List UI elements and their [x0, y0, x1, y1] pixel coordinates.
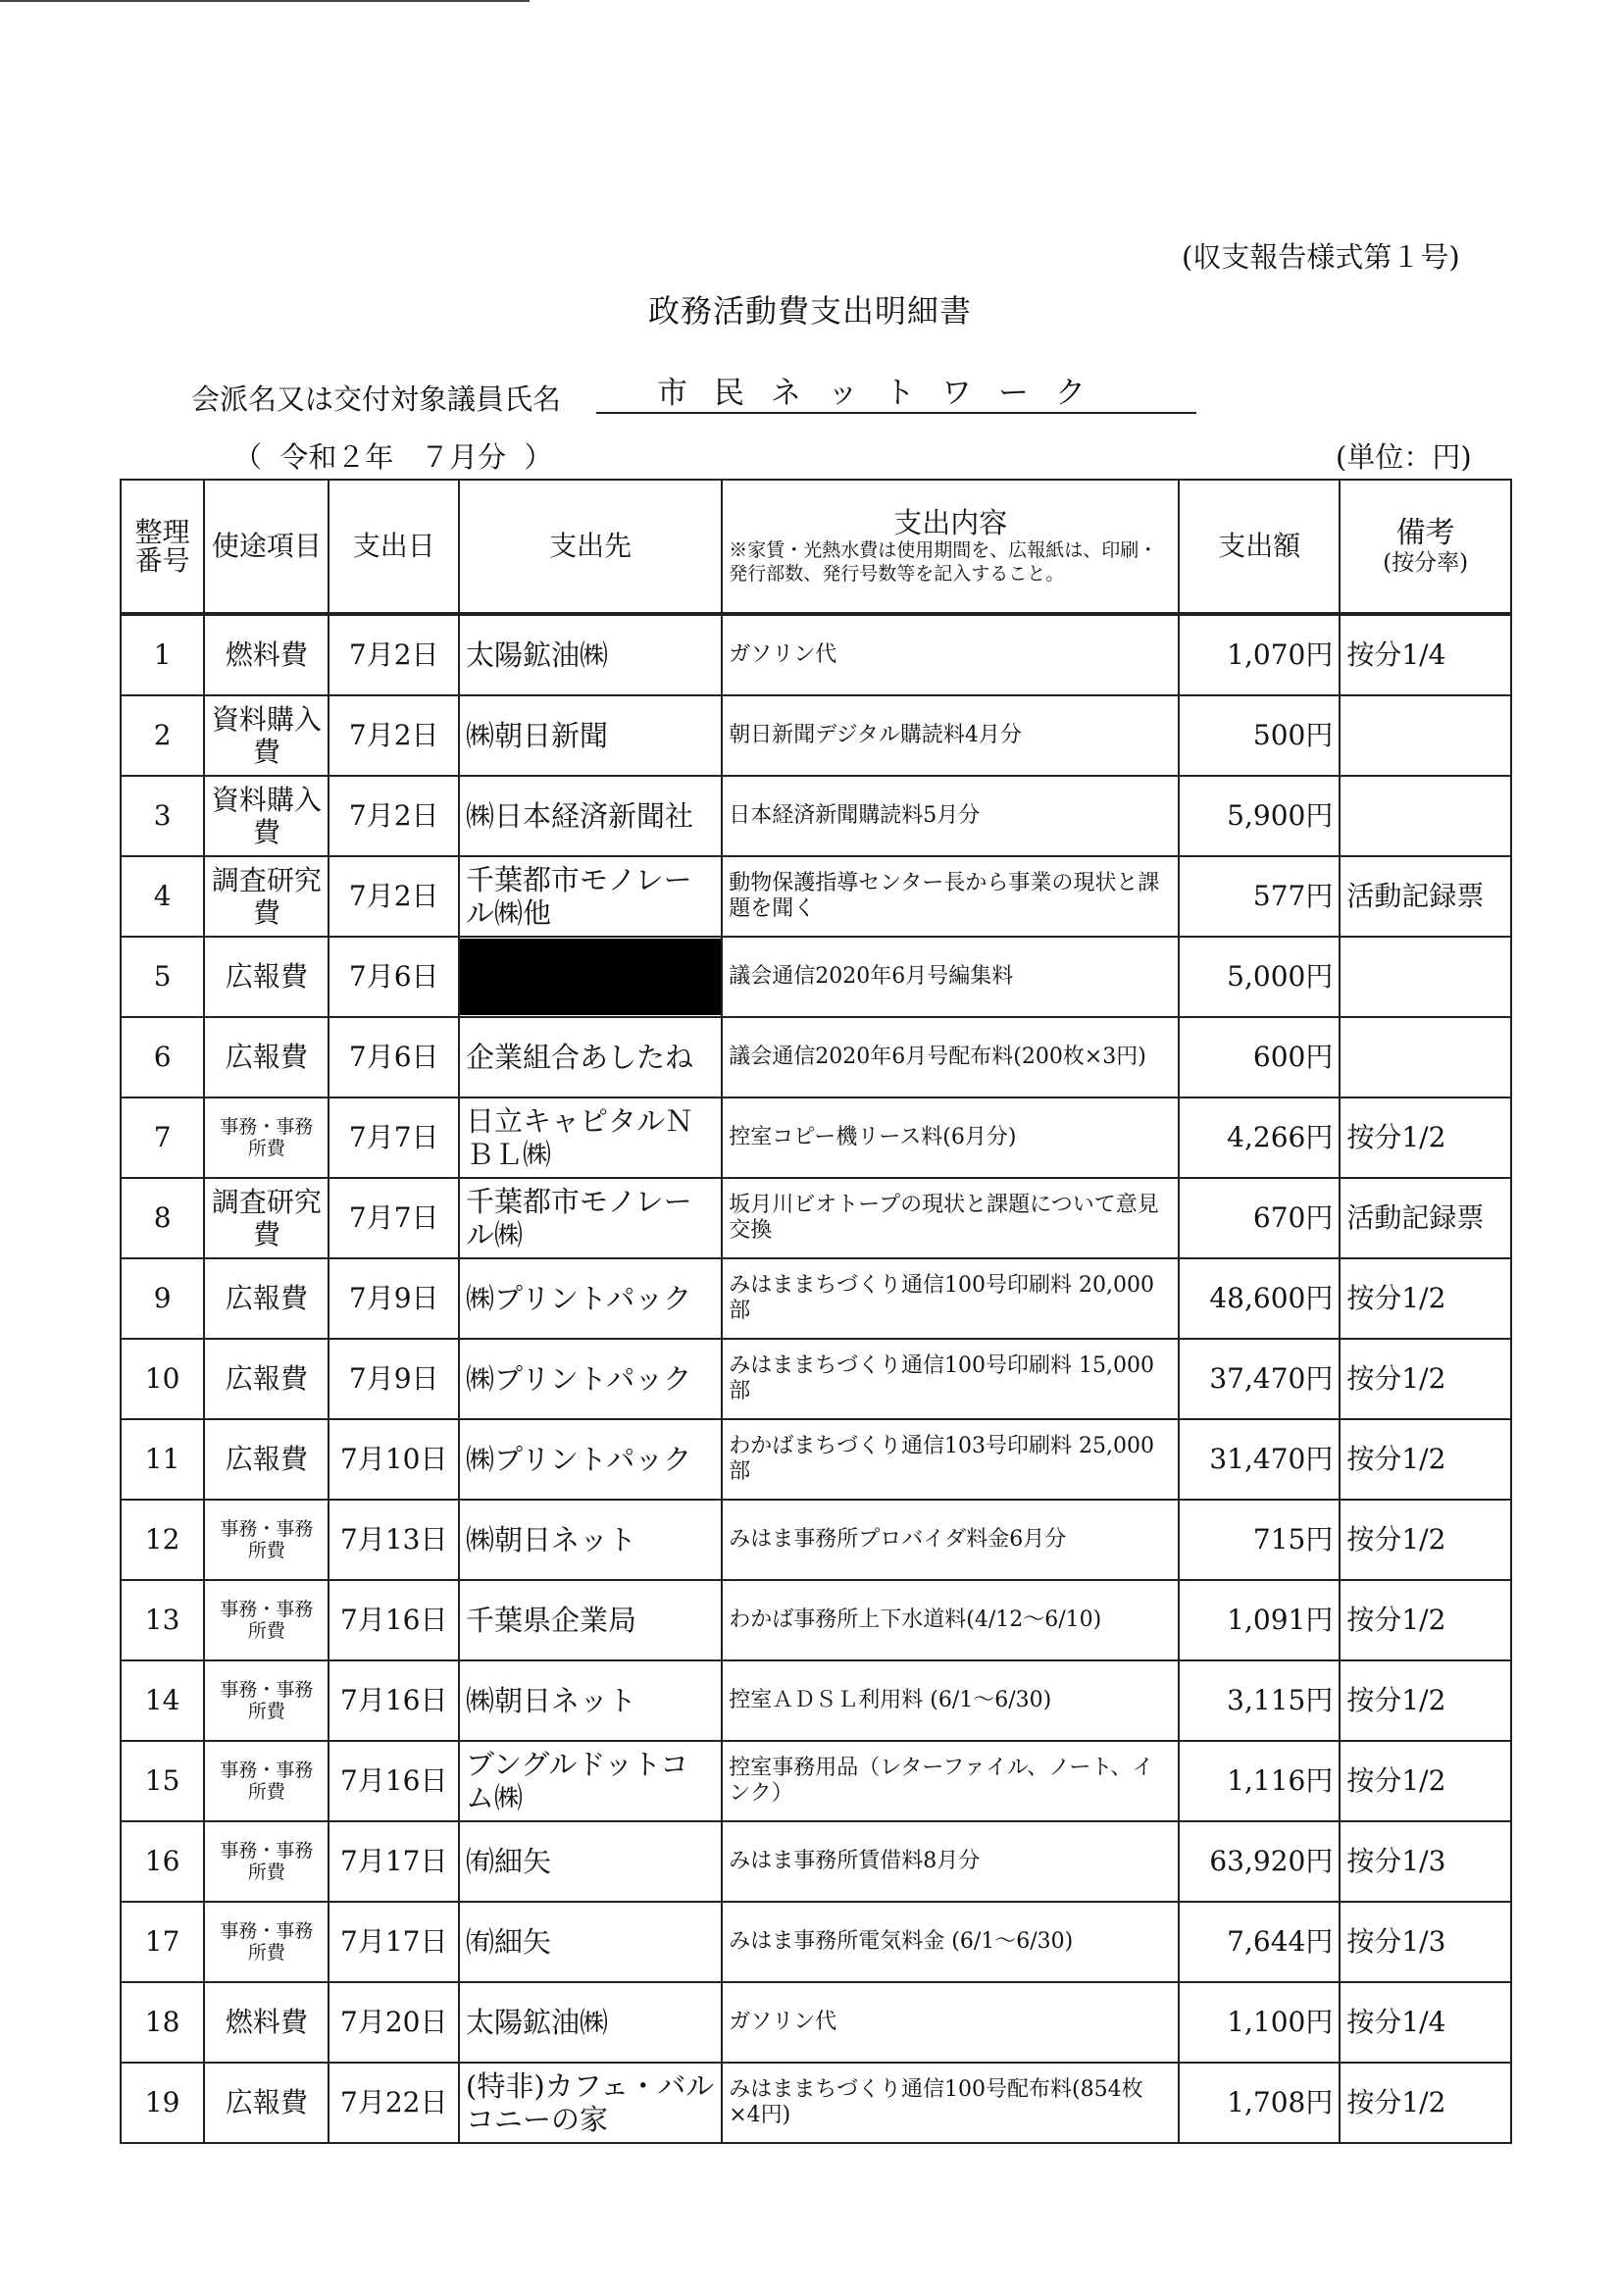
row-number: 19 — [121, 2063, 204, 2143]
row-amount: 670円 — [1179, 1178, 1340, 1258]
row-item: 事務・事務所費 — [204, 1500, 329, 1580]
row-description: 坂月川ビオトープの現状と課題について意見交換 — [722, 1178, 1179, 1258]
row-description: ガソリン代 — [722, 614, 1179, 695]
row-date: 7月2日 — [329, 614, 459, 695]
table-row — [121, 1821, 1511, 1902]
row-description: 朝日新聞デジタル購読料4月分 — [722, 695, 1179, 776]
row-number: 11 — [121, 1419, 204, 1500]
expense-table — [120, 479, 1512, 2144]
row-date: 7月7日 — [329, 1097, 459, 1178]
header-item: 使途項目 — [204, 480, 329, 614]
row-item: 燃料費 — [204, 1982, 329, 2063]
row-item: 広報費 — [204, 1258, 329, 1339]
row-number: 13 — [121, 1580, 204, 1660]
row-number: 18 — [121, 1982, 204, 2063]
row-payee: ㈲細矢 — [459, 1821, 722, 1902]
row-description: みはままちづくり通信100号印刷料 15,000部 — [722, 1339, 1179, 1419]
table-row — [121, 1097, 1511, 1178]
row-date: 7月16日 — [329, 1741, 459, 1821]
row-description: わかば事務所上下水道料(4/12～6/10) — [722, 1580, 1179, 1660]
table-row — [121, 614, 1511, 695]
row-payee: 千葉都市モノレール㈱ — [459, 1178, 722, 1258]
row-date: 7月13日 — [329, 1500, 459, 1580]
row-note: 按分1/2 — [1340, 2063, 1511, 2143]
row-description: 日本経済新聞購読料5月分 — [722, 776, 1179, 856]
header-desc-main: 支出内容 — [893, 505, 1008, 539]
row-amount: 500円 — [1179, 695, 1340, 776]
row-note — [1340, 1017, 1511, 1097]
header-note-sub: (按分率) — [1383, 550, 1469, 577]
table-row — [121, 1580, 1511, 1660]
row-date: 7月16日 — [329, 1660, 459, 1741]
row-description: 控室ＡＤＳＬ利用料 (6/1～6/30) — [722, 1660, 1179, 1741]
row-date: 7月7日 — [329, 1178, 459, 1258]
row-payee: 千葉都市モノレール㈱他 — [459, 856, 722, 937]
row-item: 調査研究費 — [204, 1178, 329, 1258]
table-row — [121, 1660, 1511, 1741]
header-note-main: 備考 — [1395, 515, 1455, 550]
top-edge-line — [0, 0, 530, 2]
row-payee — [459, 937, 722, 1017]
row-date: 7月6日 — [329, 937, 459, 1017]
row-date: 7月20日 — [329, 1982, 459, 2063]
row-note: 按分1/2 — [1340, 1339, 1511, 1419]
row-amount: 577円 — [1179, 856, 1340, 937]
table-row — [121, 1741, 1511, 1821]
row-note: 按分1/2 — [1340, 1500, 1511, 1580]
row-description: 議会通信2020年6月号配布料(200枚×3円) — [722, 1017, 1179, 1097]
row-amount: 63,920円 — [1179, 1821, 1340, 1902]
row-item: 事務・事務所費 — [204, 1580, 329, 1660]
table-row — [121, 1982, 1511, 2063]
row-note: 按分1/2 — [1340, 1660, 1511, 1741]
row-payee: ㈱プリントパック — [459, 1258, 722, 1339]
row-number: 2 — [121, 695, 204, 776]
header-no: 整理番号 — [121, 480, 204, 614]
row-date: 7月17日 — [329, 1821, 459, 1902]
row-number: 12 — [121, 1500, 204, 1580]
row-date: 7月2日 — [329, 776, 459, 856]
row-item: 広報費 — [204, 937, 329, 1017]
table-header-row — [121, 480, 1511, 614]
header-amount: 支出額 — [1179, 480, 1340, 614]
row-description: みはままちづくり通信100号印刷料 20,000部 — [722, 1258, 1179, 1339]
row-amount: 5,900円 — [1179, 776, 1340, 856]
row-payee: ㈱朝日ネット — [459, 1660, 722, 1741]
row-date: 7月22日 — [329, 2063, 459, 2143]
row-note: 按分1/3 — [1340, 1821, 1511, 1902]
row-amount: 1,070円 — [1179, 614, 1340, 695]
header-desc-note: ※家賃・光熱水費は使用期間を、広報紙は、印刷・発行部数、発行号数等を記入すること。 — [729, 538, 1158, 585]
row-payee: ㈱日本経済新聞社 — [459, 776, 722, 856]
row-amount: 48,600円 — [1179, 1258, 1340, 1339]
row-item: 事務・事務所費 — [204, 1741, 329, 1821]
row-number: 17 — [121, 1902, 204, 1982]
header-date: 支出日 — [329, 480, 459, 614]
unit-label: (単位：円) — [1336, 440, 1472, 474]
row-note: 按分1/3 — [1340, 1902, 1511, 1982]
row-amount: 600円 — [1179, 1017, 1340, 1097]
row-description: 議会通信2020年6月号編集料 — [722, 937, 1179, 1017]
row-payee: (特非)カフェ・バルコニーの家 — [459, 2063, 722, 2143]
row-payee: 太陽鉱油㈱ — [459, 614, 722, 695]
row-item: 事務・事務所費 — [204, 1097, 329, 1178]
row-number: 1 — [121, 614, 204, 695]
row-note: 活動記録票 — [1340, 1178, 1511, 1258]
table-row — [121, 1500, 1511, 1580]
row-item: 資料購入費 — [204, 776, 329, 856]
table-row — [121, 776, 1511, 856]
form-number: (収支報告様式第１号) — [1182, 240, 1460, 274]
redaction-block — [460, 939, 721, 1015]
row-note: 按分1/2 — [1340, 1419, 1511, 1500]
row-item: 事務・事務所費 — [204, 1821, 329, 1902]
row-payee: ㈱朝日ネット — [459, 1500, 722, 1580]
header-payee: 支出先 — [459, 480, 722, 614]
row-description: 控室コピー機リース料(6月分) — [722, 1097, 1179, 1178]
row-date: 7月2日 — [329, 695, 459, 776]
row-number: 16 — [121, 1821, 204, 1902]
row-note: 按分1/2 — [1340, 1097, 1511, 1178]
faction-name: 市民ネットワーク — [596, 373, 1196, 414]
table-row — [121, 1339, 1511, 1419]
table-row — [121, 1178, 1511, 1258]
row-payee: ㈱プリントパック — [459, 1419, 722, 1500]
row-item: 資料購入費 — [204, 695, 329, 776]
row-date: 7月17日 — [329, 1902, 459, 1982]
report-period: （ 令和２年 ７月分 ） — [233, 440, 553, 474]
row-number: 5 — [121, 937, 204, 1017]
row-item: 燃料費 — [204, 614, 329, 695]
row-payee: 千葉県企業局 — [459, 1580, 722, 1660]
faction-label: 会派名又は交付対象議員氏名 — [191, 383, 562, 416]
table-row — [121, 937, 1511, 1017]
row-item: 事務・事務所費 — [204, 1660, 329, 1741]
row-item: 広報費 — [204, 1419, 329, 1500]
row-description: みはま事務所賃借料8月分 — [722, 1821, 1179, 1902]
row-amount: 1,116円 — [1179, 1741, 1340, 1821]
row-amount: 7,644円 — [1179, 1902, 1340, 1982]
row-number: 7 — [121, 1097, 204, 1178]
row-description: 動物保護指導センター長から事業の現状と課題を聞く — [722, 856, 1179, 937]
row-payee: ブングルドットコム㈱ — [459, 1741, 722, 1821]
row-description: 控室事務用品（レターファイル、ノート、インク） — [722, 1741, 1179, 1821]
row-payee: ㈱プリントパック — [459, 1339, 722, 1419]
row-note: 按分1/2 — [1340, 1580, 1511, 1660]
row-payee: 日立キャピタルＮＢＬ㈱ — [459, 1097, 722, 1178]
row-note — [1340, 937, 1511, 1017]
row-note — [1340, 776, 1511, 856]
row-item: 調査研究費 — [204, 856, 329, 937]
table-row — [121, 695, 1511, 776]
row-number: 4 — [121, 856, 204, 937]
row-amount: 37,470円 — [1179, 1339, 1340, 1419]
row-amount: 1,091円 — [1179, 1580, 1340, 1660]
row-note: 按分1/2 — [1340, 1258, 1511, 1339]
row-description: ガソリン代 — [722, 1982, 1179, 2063]
row-payee: ㈲細矢 — [459, 1902, 722, 1982]
row-amount: 4,266円 — [1179, 1097, 1340, 1178]
row-note: 按分1/4 — [1340, 1982, 1511, 2063]
row-note: 按分1/4 — [1340, 614, 1511, 695]
table-row — [121, 1258, 1511, 1339]
row-item: 広報費 — [204, 2063, 329, 2143]
row-number: 15 — [121, 1741, 204, 1821]
row-amount: 31,470円 — [1179, 1419, 1340, 1500]
row-number: 6 — [121, 1017, 204, 1097]
row-amount: 715円 — [1179, 1500, 1340, 1580]
table-row — [121, 1902, 1511, 1982]
row-number: 10 — [121, 1339, 204, 1419]
row-payee: 企業組合あしたね — [459, 1017, 722, 1097]
row-number: 14 — [121, 1660, 204, 1741]
header-note — [1340, 480, 1511, 614]
row-date: 7月6日 — [329, 1017, 459, 1097]
row-date: 7月2日 — [329, 856, 459, 937]
table-row — [121, 2063, 1511, 2143]
row-note: 活動記録票 — [1340, 856, 1511, 937]
row-date: 7月16日 — [329, 1580, 459, 1660]
row-payee: ㈱朝日新聞 — [459, 695, 722, 776]
row-note — [1340, 695, 1511, 776]
row-item: 広報費 — [204, 1017, 329, 1097]
row-payee: 太陽鉱油㈱ — [459, 1982, 722, 2063]
page-title: 政務活動費支出明細書 — [647, 292, 972, 330]
table-row — [121, 1017, 1511, 1097]
row-description: みはま事務所プロバイダ料金6月分 — [722, 1500, 1179, 1580]
table-row — [121, 1419, 1511, 1500]
row-description: みはままちづくり通信100号配布料(854枚×4円) — [722, 2063, 1179, 2143]
row-item: 事務・事務所費 — [204, 1902, 329, 1982]
row-date: 7月9日 — [329, 1339, 459, 1419]
row-number: 9 — [121, 1258, 204, 1339]
row-number: 3 — [121, 776, 204, 856]
table-row — [121, 856, 1511, 937]
row-note: 按分1/2 — [1340, 1741, 1511, 1821]
row-date: 7月10日 — [329, 1419, 459, 1500]
row-amount: 1,708円 — [1179, 2063, 1340, 2143]
row-number: 8 — [121, 1178, 204, 1258]
row-description: わかばまちづくり通信103号印刷料 25,000部 — [722, 1419, 1179, 1500]
row-amount: 1,100円 — [1179, 1982, 1340, 2063]
header-desc — [722, 480, 1179, 614]
row-amount: 3,115円 — [1179, 1660, 1340, 1741]
row-item: 広報費 — [204, 1339, 329, 1419]
row-date: 7月9日 — [329, 1258, 459, 1339]
row-description: みはま事務所電気料金 (6/1～6/30) — [722, 1902, 1179, 1982]
row-amount: 5,000円 — [1179, 937, 1340, 1017]
